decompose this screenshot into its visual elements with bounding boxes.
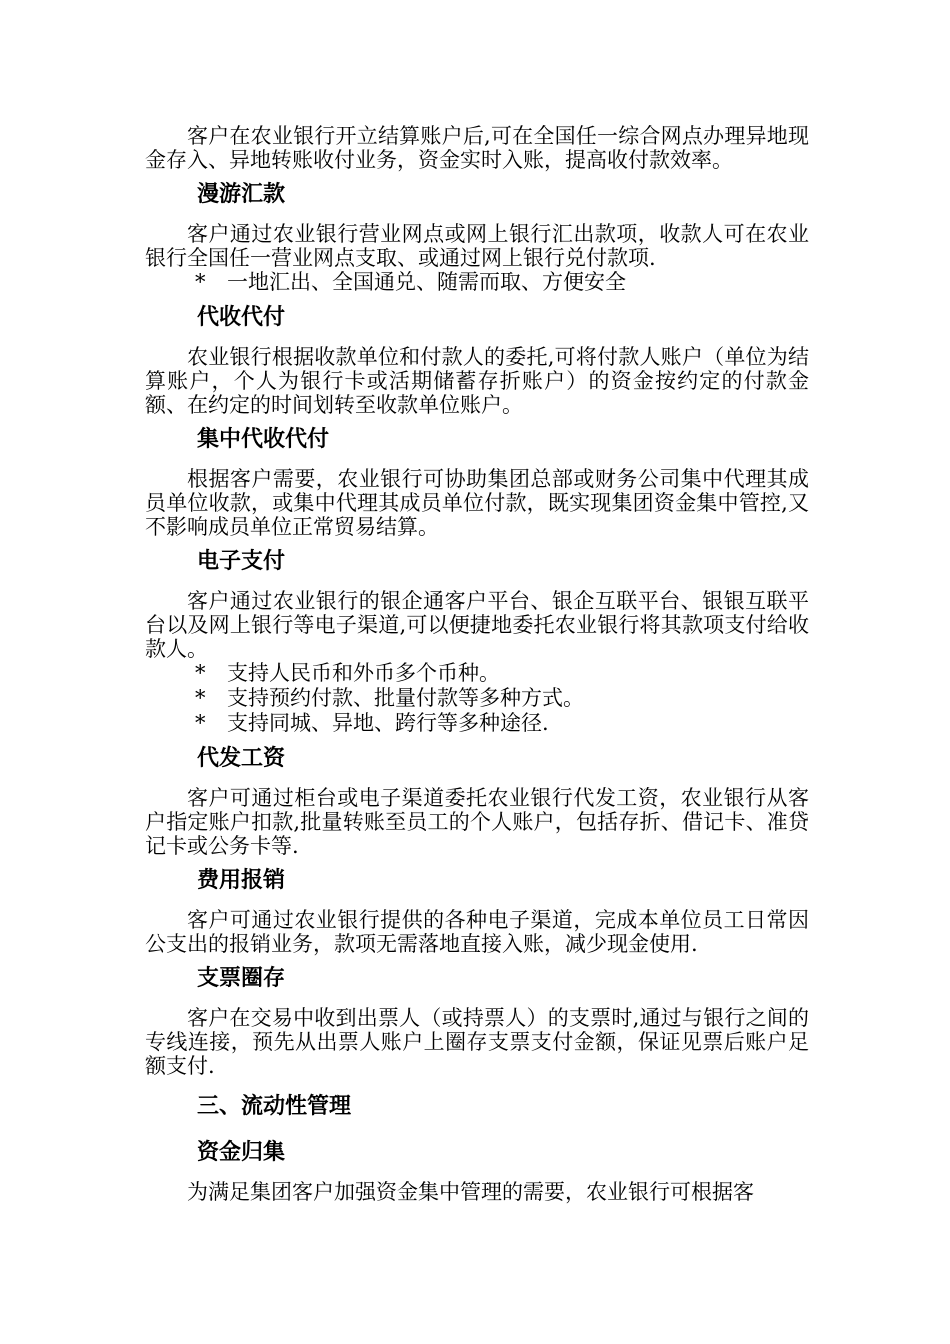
payroll-paragraph: 客户可通过柜台或电子渠道委托农业银行代发工资，农业银行从客户指定账户扣款,批量转账至员工的个人账户，包括存折、借记卡、准贷记卡或公务卡等.	[145, 786, 809, 858]
document-page	[145, 124, 809, 1204]
bullet-text: 支持人民币和外币多个币种。	[227, 661, 500, 685]
roaming-bullet-item	[195, 270, 809, 295]
bullet-star-icon: *	[195, 686, 206, 710]
bullet-text: 支持预约付款、批量付款等多种方式。	[227, 686, 584, 710]
epay-paragraph: 客户通过农业银行的银企通客户平台、银企互联平台、银银互联平台以及网上银行等电子渠道,可以便捷地委托农业银行将其款项支付给收款人。	[145, 589, 809, 661]
bullet-star-icon: *	[195, 711, 206, 735]
heading-centralized-collection: 集中代收代付	[197, 427, 330, 452]
bullet-star-icon: *	[195, 270, 206, 294]
epay-bullet-item	[195, 661, 809, 686]
intro-paragraph: 客户在农业银行开立结算账户后,可在全国任一综合网点办理异地现金存入、异地转账收付业务，资金实时入账，提高收付款效率。	[145, 124, 809, 172]
epay-bullet-item	[195, 711, 809, 736]
heading-collection-payment: 代收代付	[197, 305, 286, 330]
heading-payroll: 代发工资	[197, 746, 286, 771]
cheque-paragraph: 客户在交易中收到出票人（或持票人）的支票时,通过与银行之间的专线连接，预先从出票人账户上圈存支票支付金额，保证见票后账户足额支付.	[145, 1006, 809, 1078]
bullet-text: 支持同城、异地、跨行等多种途径.	[227, 711, 549, 735]
heading-liquidity-management: 三、流动性管理	[197, 1094, 352, 1119]
collection-paragraph: 农业银行根据收款单位和付款人的委托,可将付款人账户（单位为结算账户，个人为银行卡或活期储蓄存折账户）的资金按约定的付款金额、在约定的时间划转至收款单位账户。	[145, 345, 809, 417]
expense-paragraph: 客户可通过农业银行提供的各种电子渠道，完成本单位员工日常因公支出的报销业务，款项无需落地直接入账，减少现金使用.	[145, 908, 809, 956]
bullet-text: 一地汇出、全国通兑、随需而取、方便安全	[227, 270, 626, 294]
pooling-paragraph: 为满足集团客户加强资金集中管理的需要，农业银行可根据客	[187, 1180, 754, 1204]
epay-bullet-item	[195, 686, 809, 711]
heading-cheque-hold: 支票圈存	[197, 966, 286, 991]
heading-electronic-payment: 电子支付	[197, 549, 286, 574]
bullet-star-icon: *	[195, 661, 206, 685]
heading-cash-pooling: 资金归集	[197, 1140, 286, 1165]
roaming-paragraph: 客户通过农业银行营业网点或网上银行汇出款项，收款人可在农业银行全国任一营业网点支取、或通过网上银行兑付款项.	[145, 222, 809, 270]
heading-roaming-remittance: 漫游汇款	[197, 182, 286, 207]
heading-expense-reimbursement: 费用报销	[197, 868, 286, 893]
centralized-paragraph: 根据客户需要，农业银行可协助集团总部或财务公司集中代理其成员单位收款，或集中代理其成员单位付款，既实现集团资金集中管控,又不影响成员单位正常贸易结算。	[145, 467, 809, 539]
